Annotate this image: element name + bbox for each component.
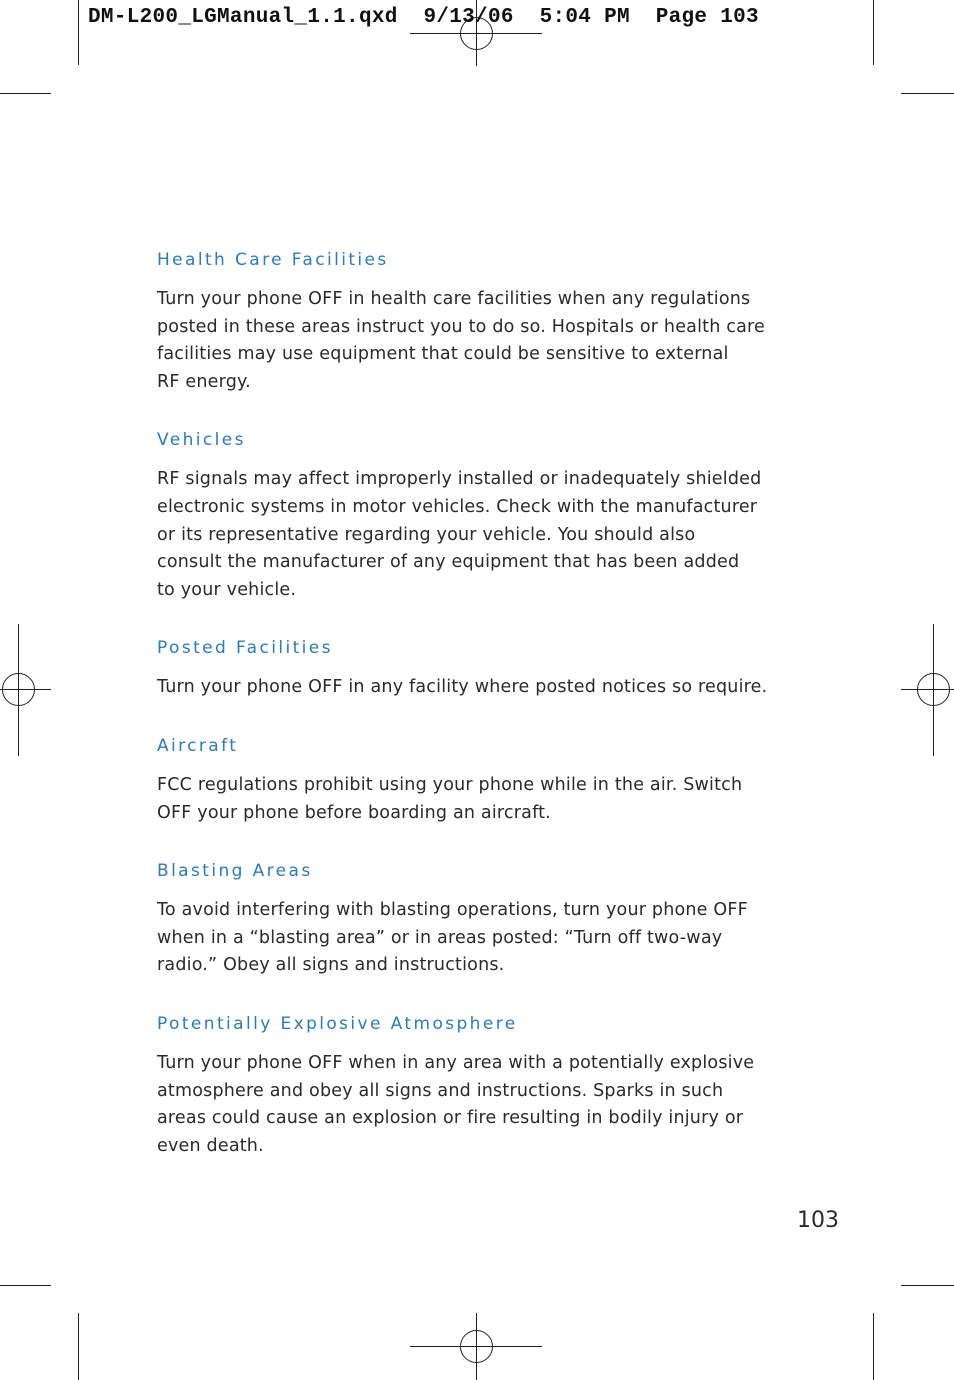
section-body: RF signals may affect improperly installed or inadequately shielded electronic systems in motor vehicles. Check with the manufacturer or its representative regarding your vehicle. You should also consult the manufacturer of any equipment that has been added to your vehicle.	[157, 469, 762, 600]
section-heading: Vehicles	[157, 430, 246, 451]
section-heading: Health Care Facilities	[157, 250, 389, 270]
section-body: Turn your phone OFF in any facility where posted notices so require.	[157, 677, 768, 698]
section-heading: Aircraft	[157, 735, 239, 756]
page-number: 103	[797, 1208, 839, 1233]
registration-mark-right-middle	[901, 624, 954, 756]
registration-mark-left-middle	[0, 624, 51, 756]
section-heading: Posted Facilities	[157, 638, 333, 659]
registration-mark-bottom-center	[410, 1313, 542, 1380]
section-body: To avoid interfering with blasting operations, turn your phone OFF when in a “blasting area” or in areas posted: “Turn off two-way radio.” Obey all signs and instructions.	[157, 900, 748, 976]
section-heading: Blasting Areas	[157, 861, 313, 882]
section-body: Turn your phone OFF when in any area with a potentially explosive atmosphere and obey all signs and instructions. Sparks in such areas could cause an explosion or fire resulting in bodily injury or even death.	[157, 1052, 755, 1156]
section-body: Turn your phone OFF in health care facilities when any regulations posted in these areas instruct you to do so. Hospitals or health care facilities may use equipment that could be sensitive to external RF energy.	[157, 289, 765, 392]
print-slug-line: DM-L200_LGManual_1.1.qxd 9/13/06 5:04 PM Page 103	[88, 6, 759, 29]
section-body: FCC regulations prohibit using your phone while in the air. Switch OFF your phone before boarding an aircraft.	[157, 774, 743, 823]
section-heading: Potentially Explosive Atmosphere	[157, 1013, 518, 1034]
